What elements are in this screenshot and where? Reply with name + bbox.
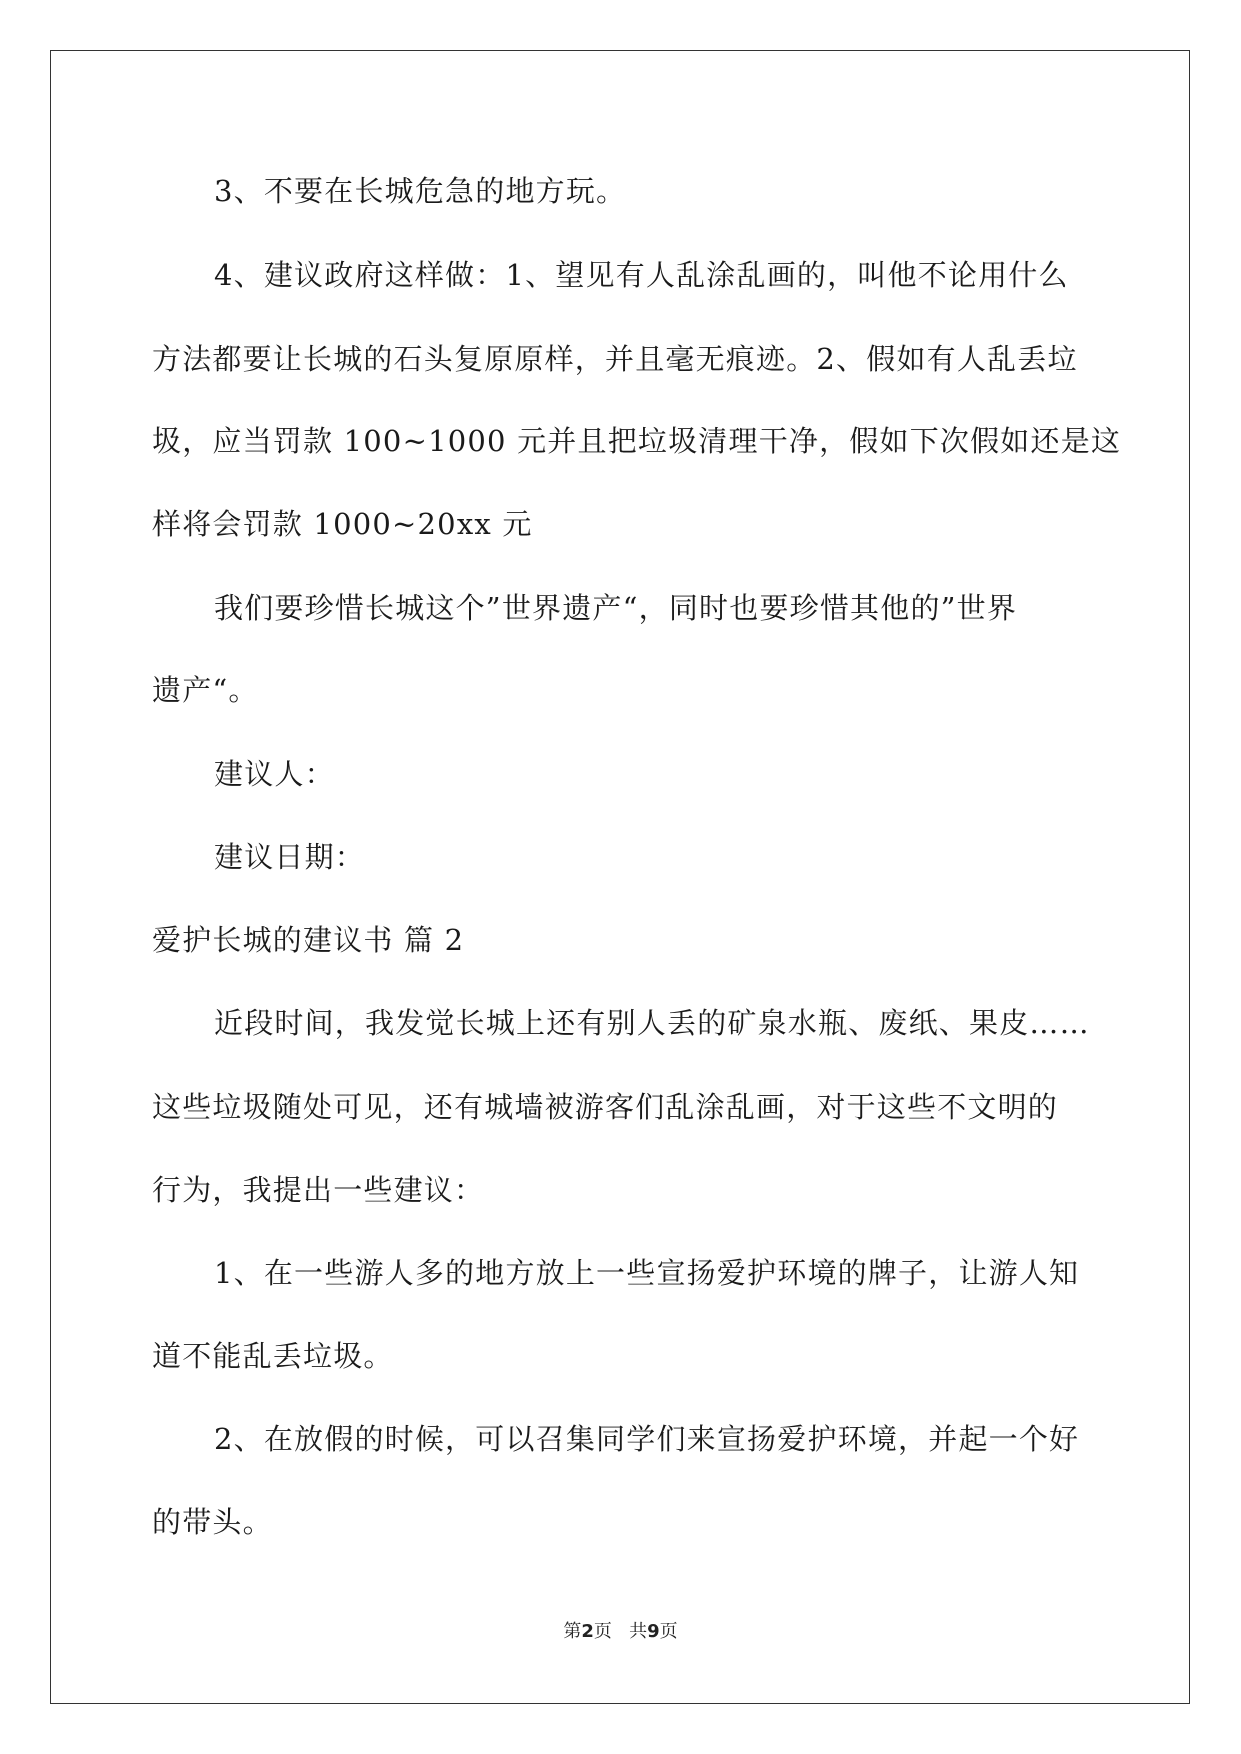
paragraph-line: 道不能乱丢垃圾。 bbox=[152, 1339, 394, 1373]
page-footer bbox=[0, 1617, 1241, 1643]
paragraph-line: 4、建议政府这样做：1、望见有人乱涂乱画的，叫他不论用什么 bbox=[214, 258, 1069, 292]
current-page-number: 2 bbox=[581, 1621, 594, 1642]
paragraph-line: 行为，我提出一些建议： bbox=[152, 1173, 485, 1207]
paragraph-line: 这些垃圾随处可见，还有城墙被游客们乱涂乱画，对于这些不文明的 bbox=[152, 1090, 1059, 1124]
paragraph-line: 我们要珍惜长城这个”世界遗产“，同时也要珍惜其他的”世界 bbox=[214, 591, 1018, 625]
paragraph-line: 1、在一些游人多的地方放上一些宣扬爱护环境的牌子，让游人知 bbox=[214, 1256, 1080, 1290]
paragraph-line: 方法都要让长城的石头复原原样，并且毫无痕迹。2、假如有人乱丢垃 bbox=[152, 342, 1078, 376]
paragraph-line: 遗产“。 bbox=[152, 673, 259, 707]
section-heading: 爱护长城的建议书 篇 2 bbox=[152, 923, 465, 957]
total-pages-number: 9 bbox=[647, 1621, 660, 1642]
footer-middle: 页 共 bbox=[593, 1621, 648, 1642]
paragraph-line: 圾，应当罚款 100~1000 元并且把垃圾清理干净，假如下次假如还是这 bbox=[152, 424, 1122, 458]
signer-label: 建议人： bbox=[214, 757, 335, 791]
paragraph-line: 2、在放假的时候，可以召集同学们来宣扬爱护环境，并起一个好 bbox=[214, 1422, 1080, 1456]
paragraph-line: 的带头。 bbox=[152, 1505, 273, 1539]
paragraph-line: 3、不要在长城危急的地方玩。 bbox=[214, 174, 627, 208]
footer-prefix: 第 bbox=[563, 1621, 582, 1642]
footer-suffix: 页 bbox=[659, 1621, 678, 1642]
paragraph-line: 样将会罚款 1000~20xx 元 bbox=[152, 507, 533, 541]
paragraph-line: 近段时间，我发觉长城上还有别人丢的矿泉水瓶、废纸、果皮…… bbox=[214, 1006, 1090, 1040]
date-label: 建议日期： bbox=[214, 840, 366, 874]
